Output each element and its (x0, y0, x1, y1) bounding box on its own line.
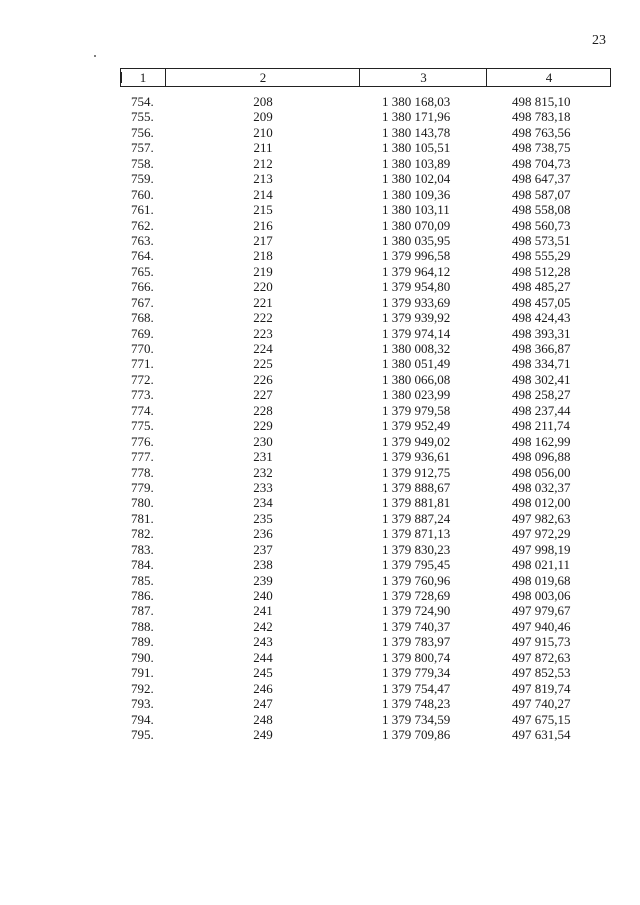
coordinate-x: 1 379 974,14 (382, 325, 451, 341)
table-row (0, 279, 640, 294)
coordinate-y: 497 819,74 (512, 680, 571, 696)
point-number: 213 (253, 171, 273, 187)
point-number: 247 (253, 696, 273, 712)
coordinate-y: 498 587,07 (512, 186, 571, 202)
table-row (0, 603, 640, 618)
table-row (0, 326, 640, 341)
coordinate-x: 1 379 724,90 (382, 603, 451, 619)
point-number: 223 (253, 325, 273, 341)
row-number: 755. (131, 109, 154, 125)
coordinate-x: 1 380 070,09 (382, 217, 451, 233)
row-number: 757. (131, 140, 154, 156)
point-number: 219 (253, 263, 273, 279)
coordinate-x: 1 380 023,99 (382, 387, 451, 403)
coordinate-y: 498 815,10 (512, 94, 571, 109)
row-number: 773. (131, 387, 154, 403)
coordinate-x: 1 380 035,95 (382, 232, 451, 248)
coordinate-x: 1 380 051,49 (382, 356, 451, 372)
coordinate-x: 1 379 800,74 (382, 649, 451, 665)
row-number: 767. (131, 294, 154, 310)
table-row (0, 156, 640, 171)
coordinate-x: 1 379 933,69 (382, 294, 451, 310)
row-number: 791. (131, 665, 154, 681)
point-number: 231 (253, 449, 273, 465)
coordinate-y: 498 366,87 (512, 341, 571, 356)
table-row (0, 681, 640, 696)
column-header-1: 1 (121, 69, 165, 86)
row-number: 787. (131, 603, 154, 619)
coordinate-x: 1 379 734,59 (382, 711, 451, 727)
coordinate-y: 498 012,00 (512, 495, 571, 511)
coordinate-x: 1 380 109,36 (382, 186, 451, 202)
point-number: 222 (253, 310, 273, 326)
row-number: 769. (131, 325, 154, 341)
row-number: 790. (131, 649, 154, 665)
row-number: 765. (131, 263, 154, 279)
point-number: 249 (253, 726, 273, 742)
coordinate-y: 497 740,27 (512, 696, 571, 712)
coordinate-y: 497 631,54 (512, 726, 571, 742)
table-row (0, 434, 640, 449)
coordinate-x: 1 379 748,23 (382, 696, 451, 712)
row-number: 785. (131, 572, 154, 588)
row-number: 764. (131, 248, 154, 264)
row-number: 780. (131, 495, 154, 511)
row-number: 778. (131, 464, 154, 480)
coordinate-y: 498 558,08 (512, 202, 571, 218)
coordinate-x: 1 380 066,08 (382, 371, 451, 387)
coordinate-x: 1 380 143,78 (382, 124, 451, 140)
table-row (0, 634, 640, 649)
point-number: 241 (253, 603, 273, 619)
coordinate-x: 1 379 881,81 (382, 495, 451, 511)
row-number: 768. (131, 310, 154, 326)
row-number: 794. (131, 711, 154, 727)
table-row (0, 218, 640, 233)
coordinate-y: 498 211,74 (512, 418, 571, 434)
coordinate-y: 497 872,63 (512, 649, 571, 665)
coordinate-y: 498 512,28 (512, 263, 571, 279)
point-number: 216 (253, 217, 273, 233)
row-number: 763. (131, 232, 154, 248)
table-row (0, 202, 640, 217)
row-number: 792. (131, 680, 154, 696)
table-row (0, 372, 640, 387)
coordinate-y: 498 783,18 (512, 109, 571, 125)
point-number: 244 (253, 649, 273, 665)
coordinate-y: 498 302,41 (512, 371, 571, 387)
point-number: 209 (253, 109, 273, 125)
coordinate-y: 498 003,06 (512, 588, 571, 603)
coordinate-y: 498 457,05 (512, 294, 571, 310)
row-number: 761. (131, 202, 154, 218)
point-number: 233 (253, 479, 273, 495)
column-header-3: 3 (359, 69, 487, 86)
row-number: 759. (131, 171, 154, 187)
coordinate-y: 498 237,44 (512, 402, 571, 418)
table-row (0, 418, 640, 433)
table-row (0, 341, 640, 356)
coordinate-y: 497 979,67 (512, 603, 571, 619)
table-row (0, 295, 640, 310)
point-number: 221 (253, 294, 273, 310)
table-row (0, 109, 640, 124)
coordinate-y: 498 560,73 (512, 217, 571, 233)
table-row (0, 511, 640, 526)
coordinate-y: 498 019,68 (512, 572, 571, 588)
table-row (0, 588, 640, 603)
point-number: 208 (253, 94, 273, 109)
coordinate-x: 1 379 795,45 (382, 557, 451, 573)
table-row (0, 310, 640, 325)
coordinate-x: 1 379 887,24 (382, 510, 451, 526)
coordinate-x: 1 380 102,04 (382, 171, 451, 187)
row-number: 775. (131, 418, 154, 434)
table-row (0, 465, 640, 480)
table-row (0, 619, 640, 634)
row-number: 779. (131, 479, 154, 495)
scan-speck (94, 55, 96, 57)
point-number: 238 (253, 557, 273, 573)
row-number: 788. (131, 618, 154, 634)
point-number: 211 (253, 140, 273, 156)
coordinate-x: 1 379 783,97 (382, 634, 451, 650)
coordinate-x: 1 380 171,96 (382, 109, 451, 125)
coordinate-x: 1 380 105,51 (382, 140, 451, 156)
coordinate-y: 498 424,43 (512, 310, 571, 326)
point-number: 214 (253, 186, 273, 202)
coordinate-x: 1 380 103,89 (382, 155, 451, 171)
coordinate-x: 1 380 008,32 (382, 341, 451, 356)
point-number: 217 (253, 232, 273, 248)
table-row (0, 356, 640, 371)
column-header-2: 2 (165, 69, 360, 86)
coordinate-x: 1 380 103,11 (382, 202, 450, 218)
row-number: 766. (131, 279, 154, 295)
row-number: 783. (131, 541, 154, 557)
coordinate-x: 1 379 779,34 (382, 665, 451, 681)
table-row (0, 573, 640, 588)
row-number: 770. (131, 341, 154, 356)
table-row (0, 233, 640, 248)
coordinate-y: 497 982,63 (512, 510, 571, 526)
coordinate-y: 498 763,56 (512, 124, 571, 140)
coordinate-x: 1 379 760,96 (382, 572, 451, 588)
point-number: 248 (253, 711, 273, 727)
coordinate-y: 498 573,51 (512, 232, 571, 248)
point-number: 230 (253, 433, 273, 449)
coordinate-x: 1 379 952,49 (382, 418, 451, 434)
table-row (0, 665, 640, 680)
coordinate-y: 498 334,71 (512, 356, 571, 372)
column-header-4: 4 (486, 69, 611, 86)
coordinate-x: 1 379 728,69 (382, 588, 451, 603)
row-number: 772. (131, 371, 154, 387)
point-number: 246 (253, 680, 273, 696)
coordinate-x: 1 379 830,23 (382, 541, 451, 557)
coordinate-x: 1 379 888,67 (382, 479, 451, 495)
table-row (0, 526, 640, 541)
table-row (0, 557, 640, 572)
point-number: 234 (253, 495, 273, 511)
row-number: 758. (131, 155, 154, 171)
coordinate-x: 1 379 871,13 (382, 526, 451, 542)
coordinate-x: 1 379 996,58 (382, 248, 451, 264)
row-number: 756. (131, 124, 154, 140)
table-header (120, 68, 611, 87)
table-row (0, 171, 640, 186)
table-row (0, 125, 640, 140)
coordinate-x: 1 379 936,61 (382, 449, 451, 465)
point-number: 236 (253, 526, 273, 542)
table-body (0, 94, 640, 742)
row-number: 789. (131, 634, 154, 650)
row-number: 754. (131, 94, 154, 109)
coordinate-y: 497 675,15 (512, 711, 571, 727)
point-number: 242 (253, 618, 273, 634)
point-number: 218 (253, 248, 273, 264)
table-row (0, 542, 640, 557)
coordinate-y: 497 940,46 (512, 618, 571, 634)
row-number: 777. (131, 449, 154, 465)
row-number: 781. (131, 510, 154, 526)
coordinate-x: 1 379 954,80 (382, 279, 451, 295)
point-number: 243 (253, 634, 273, 650)
point-number: 245 (253, 665, 273, 681)
coordinate-y: 497 915,73 (512, 634, 571, 650)
coordinate-y: 498 647,37 (512, 171, 571, 187)
point-number: 228 (253, 402, 273, 418)
coordinate-y: 498 056,00 (512, 464, 571, 480)
point-number: 224 (253, 341, 273, 356)
coordinate-y: 498 258,27 (512, 387, 571, 403)
coordinate-y: 498 738,75 (512, 140, 571, 156)
coordinate-y: 498 096,88 (512, 449, 571, 465)
coordinate-x: 1 379 709,86 (382, 726, 451, 742)
table-row (0, 480, 640, 495)
table-row (0, 727, 640, 742)
coordinate-y: 498 555,29 (512, 248, 571, 264)
coordinate-y: 497 998,19 (512, 541, 571, 557)
point-number: 232 (253, 464, 273, 480)
table-row (0, 187, 640, 202)
table-row (0, 264, 640, 279)
point-number: 227 (253, 387, 273, 403)
coordinate-y: 498 032,37 (512, 479, 571, 495)
coordinate-x: 1 379 740,37 (382, 618, 451, 634)
coordinate-x: 1 380 168,03 (382, 94, 451, 109)
row-number: 776. (131, 433, 154, 449)
coordinate-y: 497 852,53 (512, 665, 571, 681)
row-number: 784. (131, 557, 154, 573)
coordinate-x: 1 379 754,47 (382, 680, 451, 696)
coordinate-x: 1 379 949,02 (382, 433, 451, 449)
coordinate-x: 1 379 979,58 (382, 402, 451, 418)
table-row (0, 712, 640, 727)
coordinate-y: 498 021,11 (512, 557, 571, 573)
table-row (0, 449, 640, 464)
row-number: 795. (131, 726, 154, 742)
row-number: 774. (131, 402, 154, 418)
point-number: 210 (253, 124, 273, 140)
point-number: 226 (253, 371, 273, 387)
table-row (0, 387, 640, 402)
coordinate-y: 498 704,73 (512, 155, 571, 171)
point-number: 237 (253, 541, 273, 557)
row-number: 786. (131, 588, 154, 603)
row-number: 771. (131, 356, 154, 372)
coordinate-x: 1 379 964,12 (382, 263, 451, 279)
table-row (0, 140, 640, 155)
coordinate-y: 498 393,31 (512, 325, 571, 341)
table-row (0, 696, 640, 711)
page-number: 23 (592, 33, 606, 48)
point-number: 239 (253, 572, 273, 588)
row-number: 782. (131, 526, 154, 542)
table-row (0, 403, 640, 418)
point-number: 225 (253, 356, 273, 372)
point-number: 240 (253, 588, 273, 603)
point-number: 229 (253, 418, 273, 434)
table-row (0, 650, 640, 665)
coordinate-x: 1 379 912,75 (382, 464, 451, 480)
coordinate-y: 498 162,99 (512, 433, 571, 449)
table-row (0, 248, 640, 263)
table-row (0, 94, 640, 109)
coordinate-y: 497 972,29 (512, 526, 571, 542)
point-number: 220 (253, 279, 273, 295)
coordinate-x: 1 379 939,92 (382, 310, 451, 326)
row-number: 762. (131, 217, 154, 233)
point-number: 212 (253, 155, 273, 171)
row-number: 760. (131, 186, 154, 202)
table-row (0, 495, 640, 510)
coordinate-y: 498 485,27 (512, 279, 571, 295)
point-number: 235 (253, 510, 273, 526)
point-number: 215 (253, 202, 273, 218)
row-number: 793. (131, 696, 154, 712)
